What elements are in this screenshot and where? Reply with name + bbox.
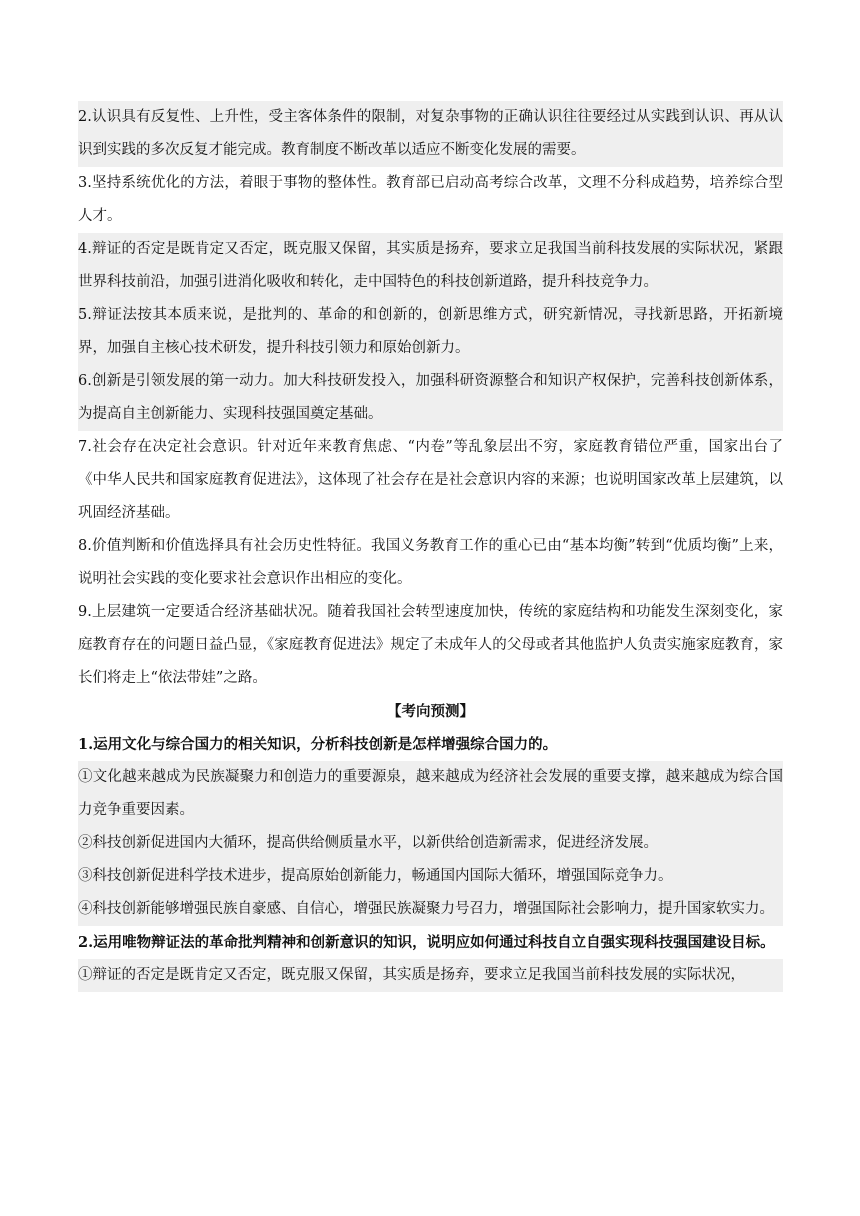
point-6: 6.创新是引领发展的第一动力。加大科技研发投入，加强科研资源整合和知识产权保护，完善科技创新体系，为提高自主创新能力、实现科技强国奠定基础。	[78, 365, 783, 431]
q1-answer-3: ③科技创新促进科学技术进步，提高原始创新能力，畅通国内国际大循环，增强国际竞争力。	[78, 860, 783, 893]
q1-answer-1: ①文化越来越成为民族凝聚力和创造力的重要源泉，越来越成为经济社会发展的重要支撑，越来越成为综合国力竞争重要因素。	[78, 761, 783, 827]
point-3: 3.坚持系统优化的方法，着眼于事物的整体性。教育部已启动高考综合改革，文理不分科成趋势，培养综合型人才。	[78, 167, 783, 233]
point-5: 5.辩证法按其本质来说，是批判的、革命的和创新的，创新思维方式，研究新情况，寻找新思路，开拓新境界，加强自主核心技术研发，提升科技引领力和原始创新力。	[78, 299, 783, 365]
q1-answer-4: ④科技创新能够增强民族自豪感、自信心，增强民族凝聚力号召力，增强国际社会影响力，提升国家软实力。	[78, 893, 783, 926]
point-7: 7.社会存在决定社会意识。针对近年来教育焦虑、“内卷”等乱象层出不穷，家庭教育错位严重，国家出台了《中华人民共和国家庭教育促进法》，这体现了社会存在是社会意识内容的来源；也说明国家改革上层建筑，以巩固经济基础。	[78, 431, 783, 530]
point-4: 4.辩证的否定是既肯定又否定，既克服又保留，其实质是扬弃，要求立足我国当前科技发展的实际状况，紧跟世界科技前沿，加强引进消化吸收和转化，走中国特色的科技创新道路，提升科技竞争力。	[78, 233, 783, 299]
point-9: 9.上层建筑一定要适合经济基础状况。随着我国社会转型速度加快，传统的家庭结构和功能发生深刻变化，家庭教育存在的问题日益凸显，《家庭教育促进法》规定了未成年人的父母或者其他监护人负责实施家庭教育，家长们将走上“依法带娃”之路。	[78, 596, 783, 695]
point-2: 2.认识具有反复性、上升性，受主客体条件的限制，对复杂事物的正确认识往往要经过从实践到认识、再从认识到实践的多次反复才能完成。教育制度不断改革以适应不断变化发展的需要。	[78, 101, 783, 167]
point-8: 8.价值判断和价值选择具有社会历史性特征。我国义务教育工作的重心已由“基本均衡”转到“优质均衡”上来，说明社会实践的变化要求社会意识作出相应的变化。	[78, 530, 783, 596]
q2-answer-1: ①辩证的否定是既肯定又否定，既克服又保留，其实质是扬弃，要求立足我国当前科技发展的实际状况，	[78, 959, 783, 992]
section-heading: 【考向预测】	[387, 703, 474, 720]
question-2: 2.运用唯物辩证法的革命批判精神和创新意识的知识，说明应如何通过科技自立自强实现科技强国建设目标。	[78, 934, 775, 951]
q1-answer-2: ②科技创新促进国内大循环，提高供给侧质量水平，以新供给创造新需求，促进经济发展。	[78, 827, 783, 860]
question-1: 1.运用文化与综合国力的相关知识，分析科技创新是怎样增强综合国力的。	[78, 736, 558, 753]
document-body	[78, 101, 783, 992]
